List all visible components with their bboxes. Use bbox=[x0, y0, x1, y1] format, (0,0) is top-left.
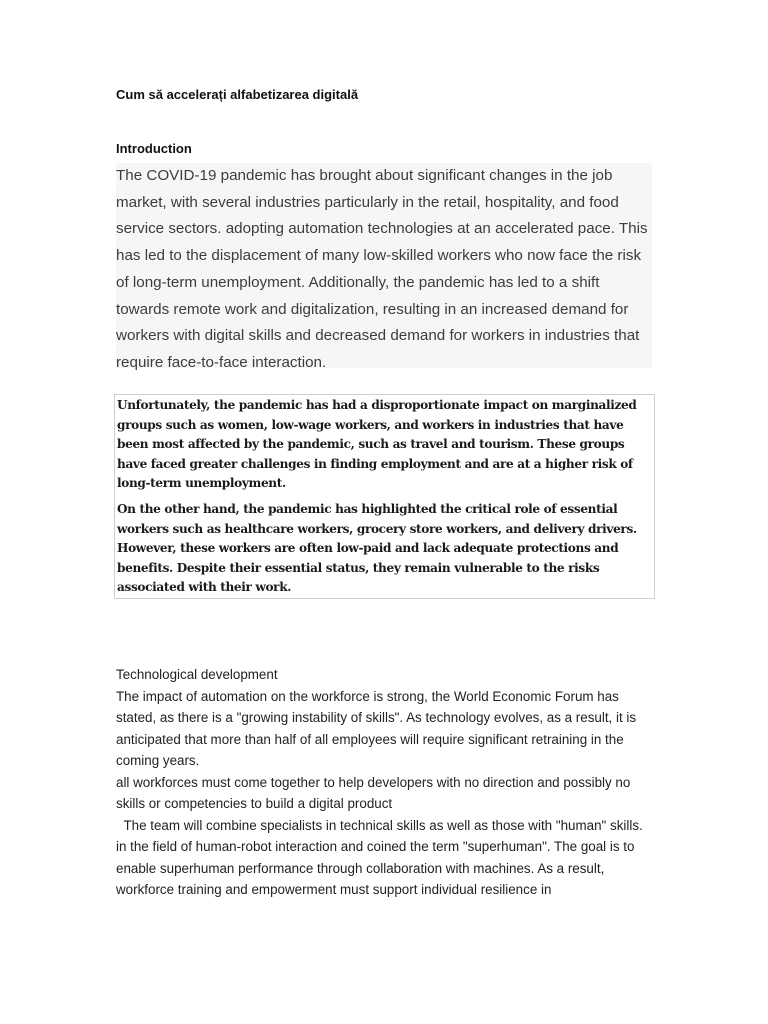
tech-paragraph-workforces: all workforces must come together to help developers with no direction and possibly no skills or competencies to build a digital product bbox=[116, 774, 631, 811]
technological-development-section bbox=[116, 664, 656, 901]
impact-text-box bbox=[114, 394, 655, 599]
tech-paragraph-automation: The impact of automation on the workforce is strong, the World Economic Forum has stated, as there is a "growing instability of skills". As technology evolves, as a result, it is anticipated that more than half of all employees will require significant retraining in the coming years. bbox=[116, 688, 637, 768]
introduction-paragraph: The COVID-19 pandemic has brought about significant changes in the job market, with several industries particularly in the retail, hospitality, and food service sectors. adopting automation technologies at an accelerated pace. This has led to the displacement of many low-skilled workers who now face the risk of long-term unemployment. Additionally, the pandemic has led to a shift towards remote work and digitalization, resulting in an increased demand for workers with digital skills and decreased demand for workers in industries that require face-to-face interaction. bbox=[116, 167, 648, 371]
introduction-highlight-box bbox=[116, 163, 652, 371]
technological-development-heading: Technological development bbox=[116, 667, 278, 682]
tech-paragraph-superhuman: in the field of human-robot interaction and coined the term "superhuman". The goal is to enable superhuman performance through collaboration with machines. As a result, workforce training and empowerment must support individual resilience in bbox=[116, 839, 635, 897]
impact-paragraph-marginalized-groups: Unfortunately, the pandemic has had a disproportionate impact on marginalized groups such as women, low-wage workers, and workers in industries that have been most affected by the pandemic, such as travel and tourism. These groups have faced greater challenges in finding employment and are at a higher risk of long-term unemployment. bbox=[117, 398, 637, 491]
tech-paragraph-team: The team will combine specialists in technical skills as well as those with "human" skills. bbox=[116, 817, 643, 833]
introduction-heading: Introduction bbox=[116, 141, 192, 156]
impact-paragraph-essential-workers: On the other hand, the pandemic has highlighted the critical role of essential workers such as healthcare workers, grocery store workers, and delivery drivers. However, these workers are often low-paid and lack adequate protections and benefits. Despite their essential status, they remain vulnerable to the risks associated with their work. bbox=[117, 501, 637, 595]
document-title: Cum să accelerați alfabetizarea digitală bbox=[116, 87, 359, 102]
